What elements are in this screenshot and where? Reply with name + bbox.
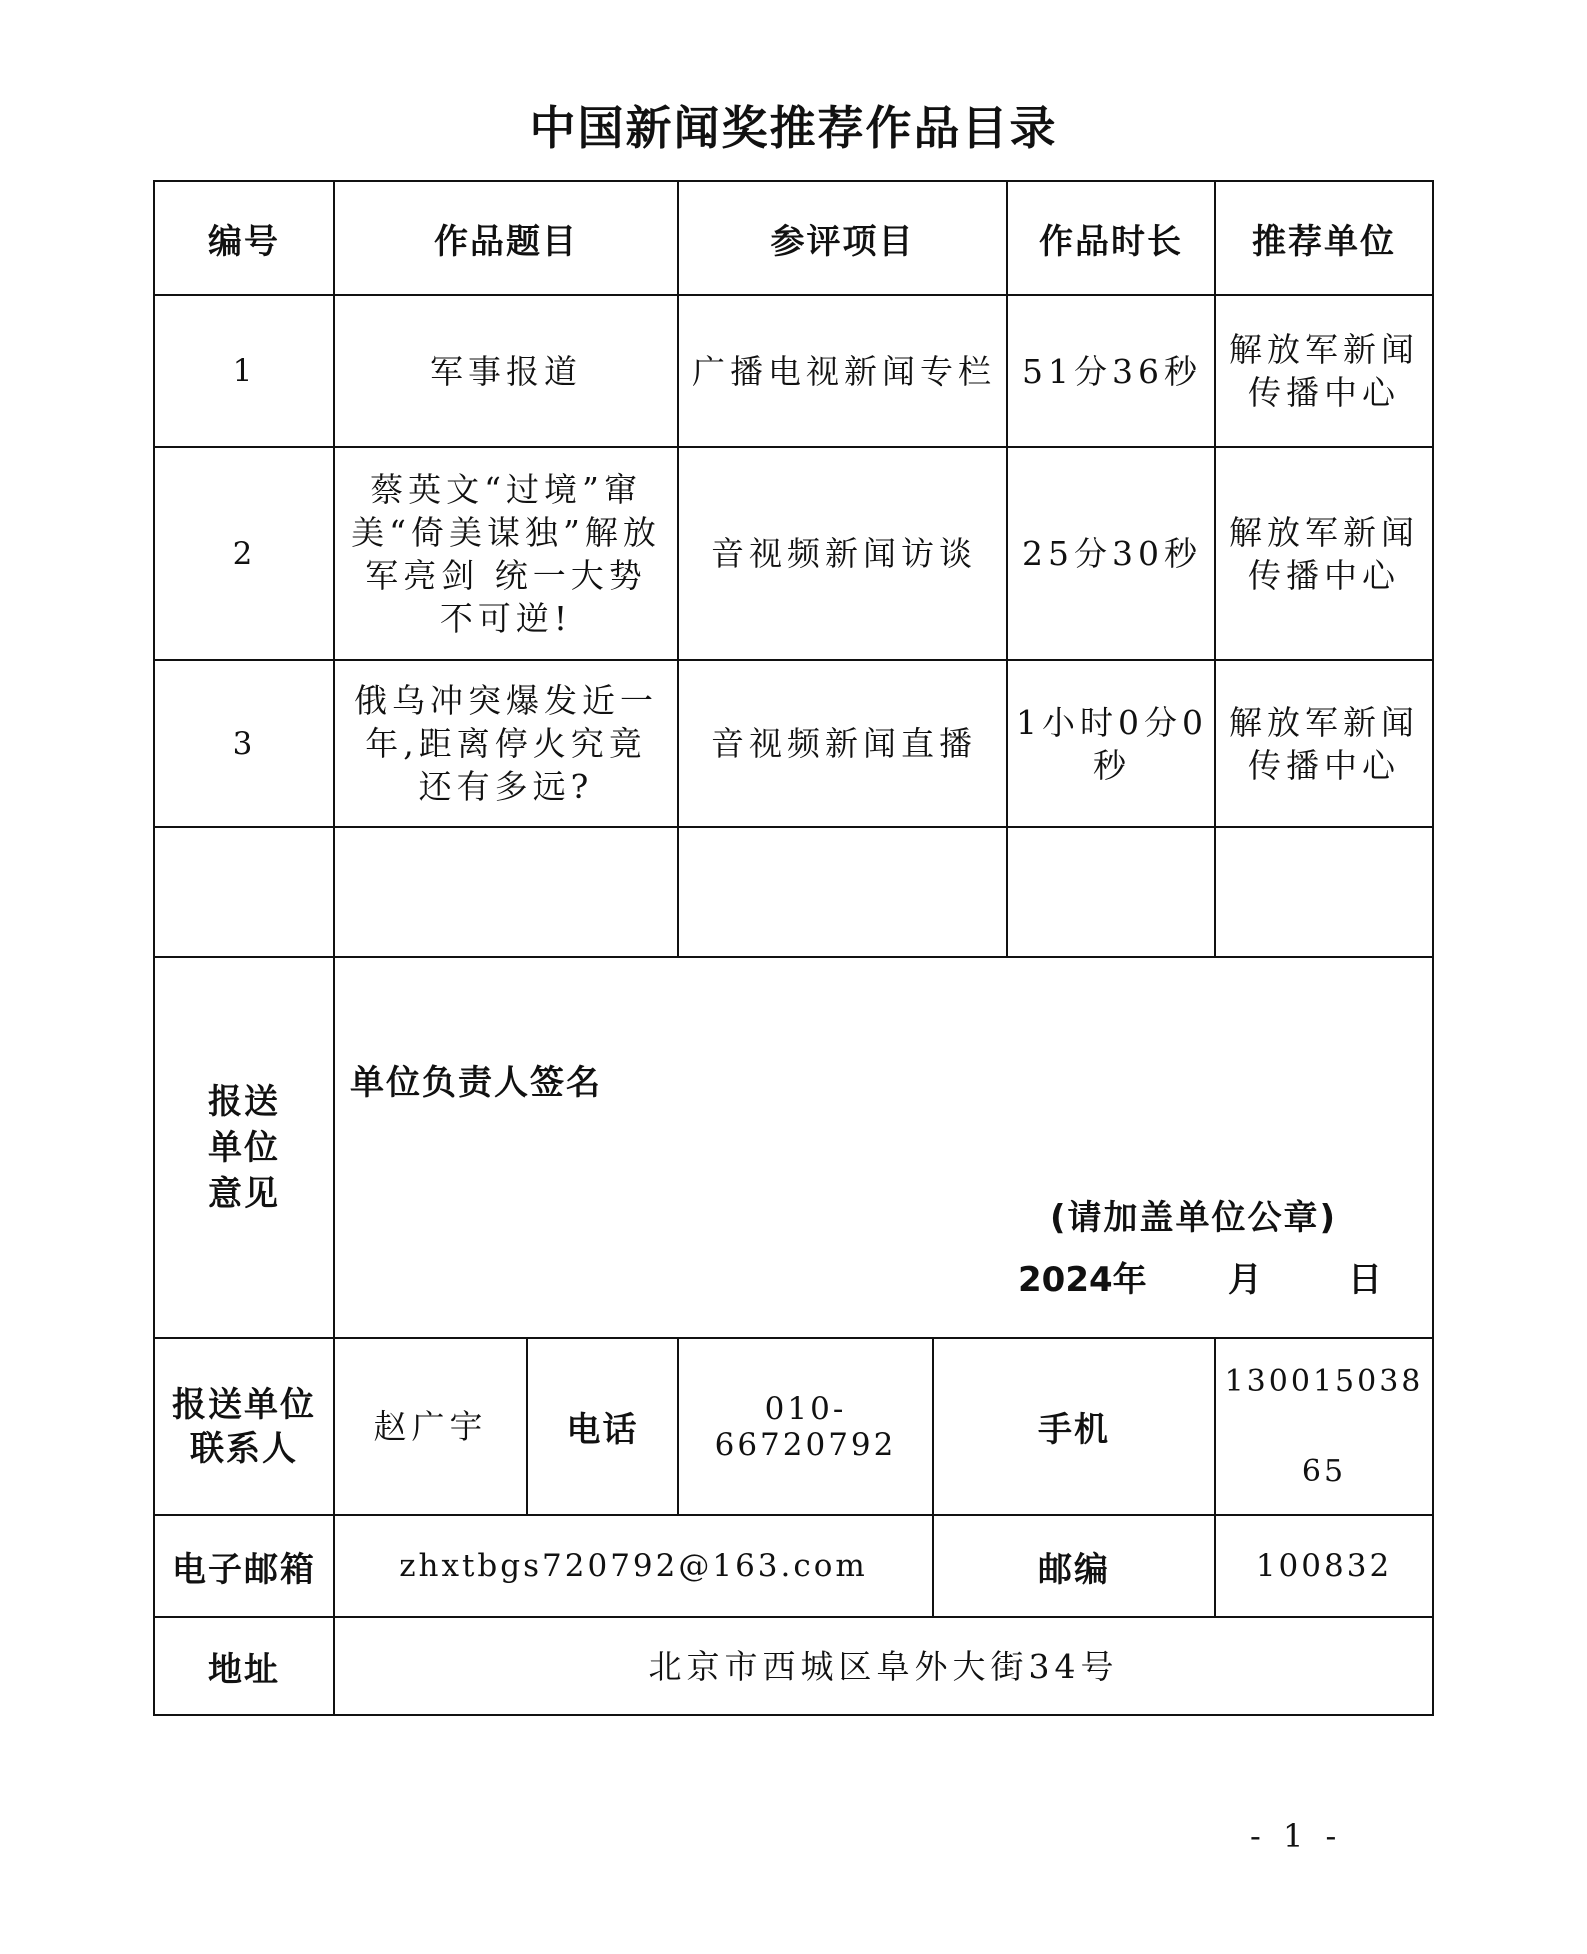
address-label: 地址	[208, 1649, 280, 1690]
date-month: 月	[1228, 1260, 1262, 1300]
postcode-label: 邮编	[1038, 1549, 1110, 1590]
row-3-unit: 解放军新闻传播中心	[1229, 702, 1419, 785]
column-rule	[1006, 180, 1008, 958]
row-2-category: 音视频新闻访谈	[711, 534, 977, 573]
row-3-duration: 1小时0分0秒	[1016, 702, 1208, 785]
header-duration: 作品时长	[1039, 221, 1183, 262]
row-1-duration: 51分36秒	[1022, 351, 1202, 391]
page-number: - 1 -	[1250, 1817, 1343, 1855]
address-value: 北京市西城区阜外大街34号	[648, 1646, 1119, 1686]
row-2-duration: 25分30秒	[1022, 534, 1202, 573]
row-1-category: 广播电视新闻专栏	[692, 351, 996, 391]
date-year: 2024年	[1018, 1260, 1147, 1300]
opinion-label: 报送单位意见	[208, 1081, 280, 1214]
header-category: 参评项目	[770, 221, 915, 262]
row-2-unit: 解放军新闻传播中心	[1229, 512, 1419, 595]
table-rule	[153, 826, 1434, 828]
mobile-value: 13001503865	[1224, 1363, 1424, 1489]
postcode-value: 100832	[1255, 1548, 1393, 1584]
row-2-id: 2	[232, 535, 256, 572]
mobile-label: 手机	[1038, 1410, 1110, 1450]
table-border-right	[1432, 180, 1434, 1716]
signature-label: 单位负责人签名	[350, 1063, 602, 1103]
phone-label: 电话	[566, 1410, 639, 1450]
column-rule	[677, 180, 679, 958]
row-1-title: 军事报道	[430, 351, 582, 391]
email-label: 电子邮箱	[172, 1549, 316, 1590]
row-3-category: 音视频新闻直播	[711, 724, 977, 763]
row-1-unit: 解放军新闻传播中心	[1229, 330, 1419, 412]
header-id: 编号	[208, 221, 280, 262]
phone-value: 010-66720792	[714, 1390, 897, 1463]
document-title: 中国新闻奖推荐作品目录	[529, 101, 1058, 155]
row-3-title: 俄乌冲突爆发近一年,距离停火究竟还有多远?	[354, 681, 658, 806]
email-value: zhxtbgs720792@163.com	[399, 1548, 868, 1584]
table-rule	[153, 956, 1434, 958]
seal-note: (请加盖单位公章)	[1050, 1198, 1338, 1238]
header-unit: 推荐单位	[1252, 221, 1396, 262]
row-3-id: 3	[232, 725, 256, 762]
table-border-bottom	[153, 1714, 1434, 1716]
row-1-id: 1	[232, 353, 256, 389]
header-title: 作品题目	[434, 221, 578, 262]
date-day: 日	[1348, 1260, 1382, 1300]
row-2-title: 蔡英文“过境”窜美“倚美谋独”解放军亮剑 统一大势不可逆!	[351, 469, 661, 638]
contact-name: 赵广宇	[373, 1407, 488, 1446]
contact-label: 报送单位联系人	[172, 1384, 316, 1469]
column-rule	[1214, 180, 1216, 958]
